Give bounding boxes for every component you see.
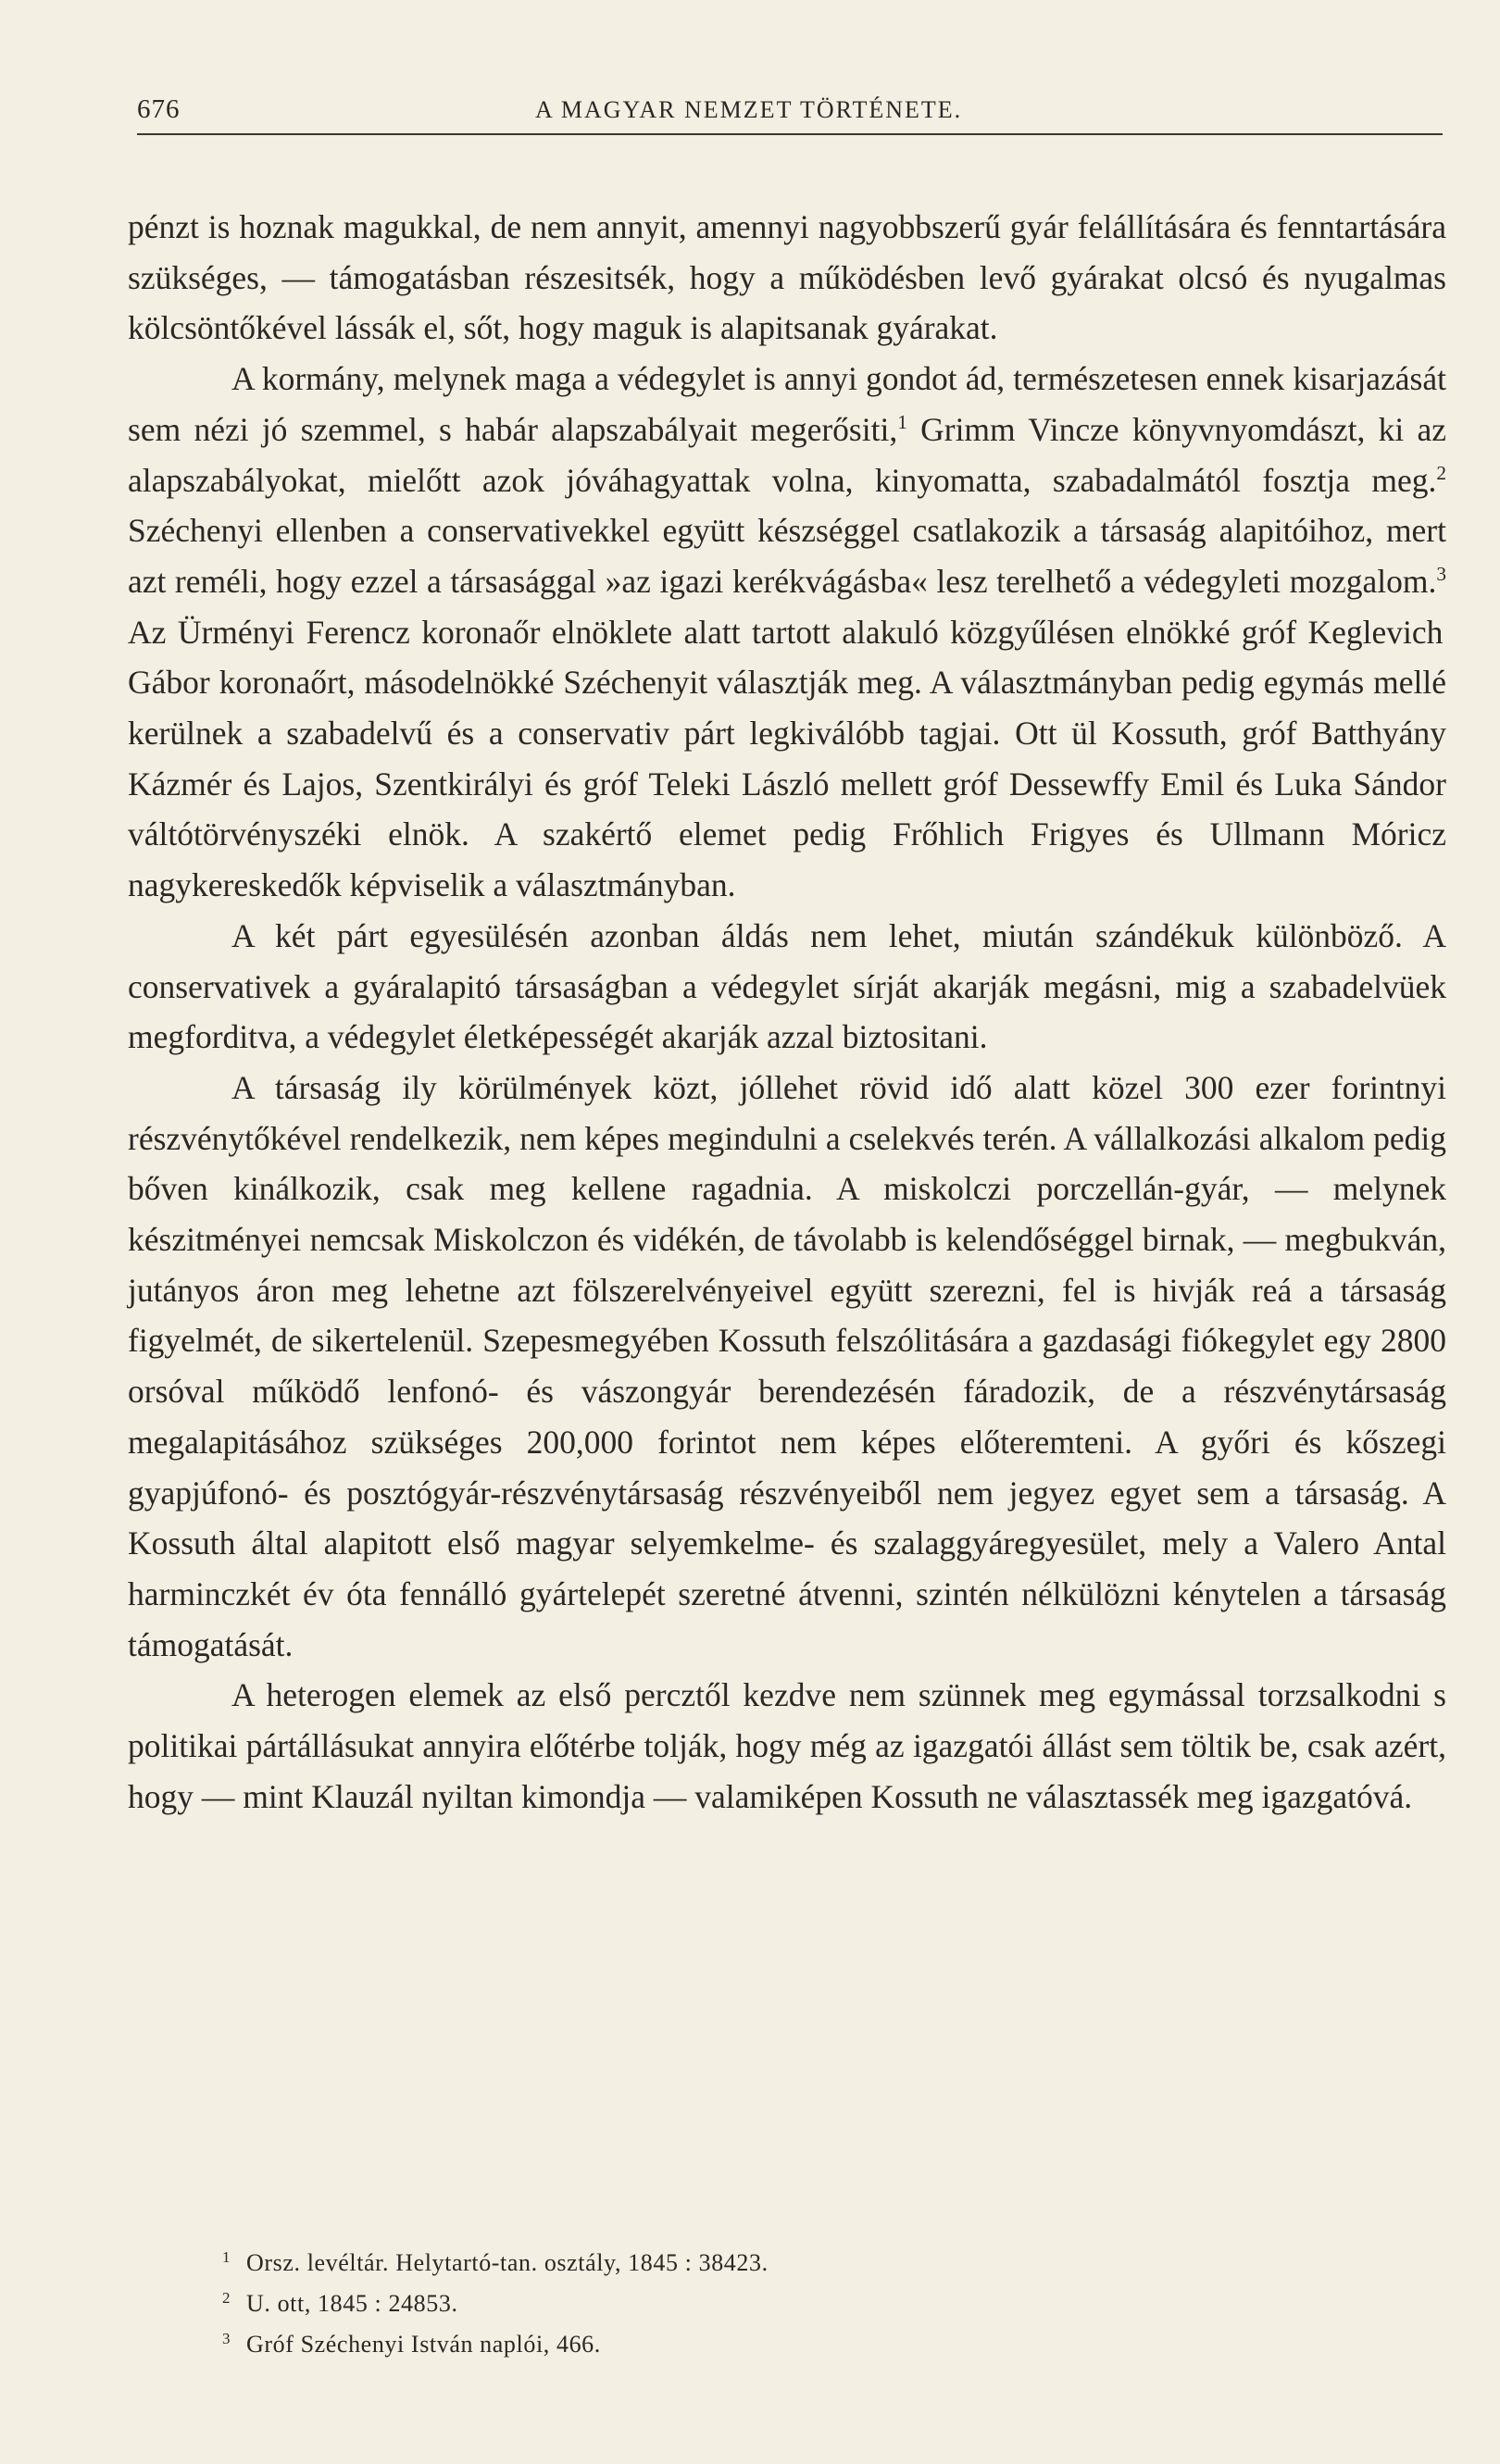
footnote (222, 2321, 1426, 2362)
page-header (137, 93, 1443, 135)
body-text (128, 202, 1446, 1823)
footnote-reference: 3 (1436, 563, 1446, 586)
paragraph (128, 1063, 1446, 1670)
footnote-text: U. ott, 1845 : 24853. (246, 2290, 458, 2317)
paragraph-text: A két párt egyesülésén azonban áldás nem lehet, miután szándékuk különböző. A conservativek a gyáralapitó társaságban a védegylet sírját akarják megásni, mig a szabadelvüek megforditva, a védegylet életképességét akarják azzal biztositani. (128, 916, 1446, 1056)
paragraph (128, 202, 1446, 354)
page-number: 676 (137, 94, 181, 124)
paragraph-text: Széchenyi ellenben a conservativekkel együtt készséggel csatlakozik a társaság alapitóihoz, mert azt reméli, hogy ezzel a társasággal »az igazi kerékvágásba« lesz terelhető a védegyleti mozgalom. (128, 512, 1446, 600)
paragraph-text: Az Ürményi Ferencz koronaőr elnöklete alatt tartott alakuló közgyűlésen elnökké gróf Keglevich Gábor koronaőrt, másodelnökké Széchenyit választják meg. A választmányban pedig egymás mellé kerülnek a szabadelvű és a conservativ párt legkiválóbb tagjai. Ott ül Kossuth, gróf Batthyány Kázmér és Lajos, Szentkirályi és gróf Teleki László mellett gróf Dessewffy Emil és Luka Sándor váltótörvényszéki elnök. A szakértő elemet pedig Frőhlich Frigyes és Ullmann Móricz nagykereskedők képviselik a választmányban. (128, 613, 1446, 904)
paragraph-text: pénzt is hoznak magukkal, de nem annyit, amennyi nagyobbszerű gyár felállítására és fenntartására szükséges, — támogatásban részesitsék, hogy a működésben levő gyárakat olcsó és nyugalmas kölcsöntőkével lássák el, sőt, hogy maguk is alapitsanak gyárakat. (128, 208, 1446, 347)
footnote-text: Orsz. levéltár. Helytartó-tan. osztály, 1845 : 38423. (246, 2249, 769, 2276)
footnote-reference: 1 (897, 410, 907, 433)
paragraph-text: A társaság ily körülmények közt, jóllehet rövid idő alatt közel 300 ezer forintnyi részvénytőkével rendelkezik, nem képes megindulni a cselekvés terén. A vállalkozási alkalom pedig bőven kinálkozik, csak meg kellene ragadnia. A miskolczi porczellán-gyár, — melynek készitményei nemcsak Miskolczon és vidékén, de távolabb is kelendőséggel birnak, — megbukván, jutányos áron meg lehetne azt fölszerelvényeivel együtt szerezni, fel is hivják reá a társaság figyelmét, de sikertelenül. Szepesmegyében Kossuth felszólitására a gazdasági fiókegylet egy 2800 orsóval működő lenfonó- és vászongyár berendezésén fáradozik, de a részvénytársaság megalapitásához szükséges 200,000 forintot nem képes előteremteni. A győri és kőszegi gyapjúfonó- és posztógyár-részvénytársaság részvényeiből nem jegyez egyet sem a társaság. A Kossuth által alapitott első magyar selyemkelme- és szalaggyáregyesület, mely a Valero Antal harminczkét év óta fennálló gyártelepét szeretné átvenni, szintén nélkülözni kénytelen a társaság támogatását. (128, 1068, 1446, 1663)
footnotes (222, 2240, 1426, 2362)
paragraph (128, 1670, 1446, 1822)
footnote (222, 2281, 1426, 2321)
footnote-mark: 2 (222, 2289, 231, 2307)
paragraph (128, 911, 1446, 1063)
footnote-reference: 2 (1436, 461, 1446, 484)
paragraph-text: A kormány, melynek maga a védegylet is annyi gondot ád, természetesen ennek kisarjazását sem nézi jó szemmel, s habár alapszabályait megerősiti, (128, 360, 1446, 448)
paragraph (128, 354, 1446, 911)
footnote-text: Gróf Széchenyi István naplói, 466. (246, 2331, 601, 2358)
footnote (222, 2240, 1426, 2281)
running-title: A MAGYAR NEMZET TÖRTÉNETE. (535, 96, 963, 123)
footnote-mark: 3 (222, 2330, 231, 2347)
footnote-mark: 1 (222, 2248, 231, 2266)
paragraph-text: Grimm Vincze könyvnyomdászt, ki az alapszabályokat, mielőtt azok jóváhagyattak volna, kinyomatta, szabadalmától fosztja meg. (128, 410, 1446, 499)
paragraph-text: A heterogen elemek az első percztől kezdve nem szünnek meg egymással torzsalkodni s politikai pártállásukat annyira előtérbe tolják, hogy még az igazgatói állást sem töltik be, csak azért, hogy — mint Klauzál nyiltan kimondja — valamiképen Kossuth ne választassék meg igazgatóvá. (128, 1676, 1446, 1815)
